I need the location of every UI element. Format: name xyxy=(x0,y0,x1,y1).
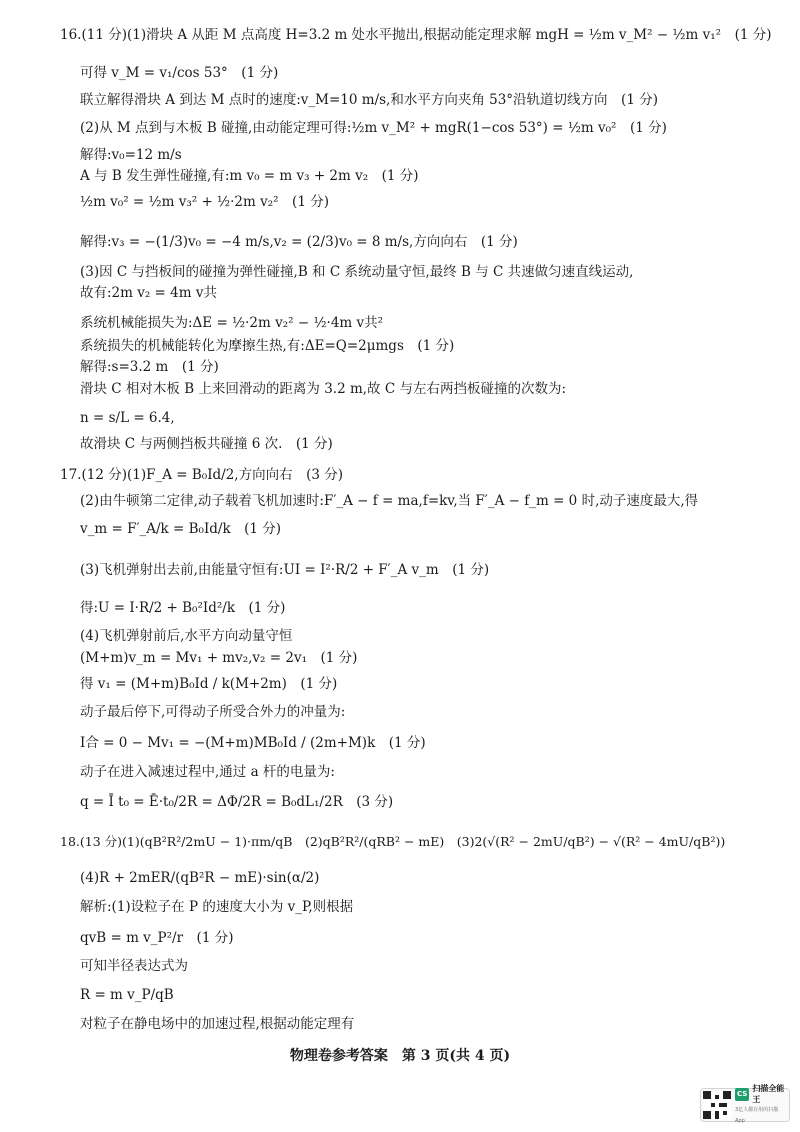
q17-line-9: 动子最后停下,可得动子所受合外力的冲量为: xyxy=(80,704,346,720)
q16-line-9: (3)因 C 与挡板间的碰撞为弹性碰撞,B 和 C 系统动量守恒,最终 B 与 C 共速做匀速直线运动, xyxy=(80,264,634,280)
q18-line-4: qvB = m v_P²/r (1 分) xyxy=(80,930,234,946)
q16-line-6: A 与 B 发生弹性碰撞,有:m v₀ = m v₃ + 2m v₂ (1 分) xyxy=(80,168,419,184)
cs-logo-icon: CS xyxy=(735,1088,749,1101)
q16-line-10: 故有:2m v₂ = 4m v共 xyxy=(80,285,217,301)
q16-line-4: (2)从 M 点到与木板 B 碰撞,由动能定理可得:½m v_M² + mgR(1−cos 53°) = ½m v₀² (1 分) xyxy=(80,120,667,136)
q17-line-5: 得:U = I·R/2 + B₀²Id²/k (1 分) xyxy=(80,600,286,616)
q18-line-7: 对粒子在静电场中的加速过程,根据动能定理有 xyxy=(80,1016,355,1032)
q16-line-13: 解得:s=3.2 m (1 分) xyxy=(80,359,219,375)
q17-line-4: (3)飞机弹射出去前,由能量守恒有:UI = I²·R/2 + F′_A v_m (1 分) xyxy=(80,562,490,578)
scanner-tagline: 3亿人都在用的扫描App xyxy=(735,1107,779,1124)
q17-line-6: (4)飞机弹射前后,水平方向动量守恒 xyxy=(80,628,293,644)
page-footer: 物理卷参考答案 第 3 页(共 4 页) xyxy=(289,1048,511,1064)
q16-line-16: 故滑块 C 与两侧挡板共碰撞 6 次. (1 分) xyxy=(80,436,333,452)
q16-line-15: n = s/L = 6.4, xyxy=(80,410,175,426)
q17-line-10: I合 = 0 − Mv₁ = −(M+m)MB₀Id / (2m+M)k (1 分) xyxy=(80,735,426,751)
q16-line-5: 解得:v₀=12 m/s xyxy=(80,147,182,163)
scanner-app-name: 扫描全能王 xyxy=(752,1084,785,1104)
q17-line-11: 动子在进入减速过程中,通过 a 杆的电量为: xyxy=(80,764,335,780)
q16-line-7: ½m v₀² = ½m v₃² + ½·2m v₂² (1 分) xyxy=(80,194,329,210)
q18-line-6: R = m v_P/qB xyxy=(80,987,174,1003)
q16-line-3: 联立解得滑块 A 到达 M 点时的速度:v_M=10 m/s,和水平方向夹角 53°沿轨道切线方向 (1 分) xyxy=(80,92,658,108)
q16-line-12: 系统损失的机械能转化为摩擦生热,有:ΔE=Q=2μmgs (1 分) xyxy=(80,338,455,354)
q17-line-12: q = Ī t₀ = Ē·t₀/2R = ΔΦ/2R = B₀dL₁/2R (3 分) xyxy=(80,794,394,810)
q17-line-1: 17.(12 分)(1)F_A = B₀Id/2,方向向右 (3 分) xyxy=(60,467,344,483)
q18-line-3: 解析:(1)设粒子在 P 的速度大小为 v_P,则根据 xyxy=(80,899,354,915)
q16-line-1: 16.(11 分)(1)滑块 A 从距 M 点高度 H=3.2 m 处水平抛出,根据动能定理求解 mgH = ½m v_M² − ½m v₁² (1 分) xyxy=(60,27,772,43)
q16-line-8: 解得:v₃ = −(1/3)v₀ = −4 m/s,v₂ = (2/3)v₀ = 8 m/s,方向向右 (1 分) xyxy=(80,234,518,250)
q16-line-14: 滑块 C 相对木板 B 上来回滑动的距离为 3.2 m,故 C 与左右两挡板碰撞的次数为: xyxy=(80,381,567,397)
q18-line-1: 18.(13 分)(1)(qB²R²/2mU − 1)·πm/qB (2)qB²R²/(qRB² − mE) (3)2(√(R² − 2mU/qB²) − √(R² − 4mU/qB²)) xyxy=(60,834,726,849)
q18-line-5: 可知半径表达式为 xyxy=(80,958,188,974)
q16-line-11: 系统机械能损失为:ΔE = ½·2m v₂² − ½·4m v共² xyxy=(80,315,384,331)
q17-line-2: (2)由牛顿第二定律,动子载着飞机加速时:F′_A − f = ma,f=kv,当 F′_A − f_m = 0 时,动子速度最大,得 xyxy=(80,493,699,509)
qr-code-icon xyxy=(703,1091,731,1119)
q17-line-8: 得 v₁ = (M+m)B₀Id / k(M+2m) (1 分) xyxy=(80,676,338,692)
scanner-watermark xyxy=(700,1084,790,1124)
q17-line-3: v_m = F′_A/k = B₀Id/k (1 分) xyxy=(80,521,282,537)
q16-line-2: 可得 v_M = v₁/cos 53° (1 分) xyxy=(80,65,279,81)
q18-line-2: (4)R + 2mER/(qB²R − mE)·sin(α/2) xyxy=(80,870,320,886)
q17-line-7: (M+m)v_m = Mv₁ + mv₂,v₂ = 2v₁ (1 分) xyxy=(80,650,358,666)
